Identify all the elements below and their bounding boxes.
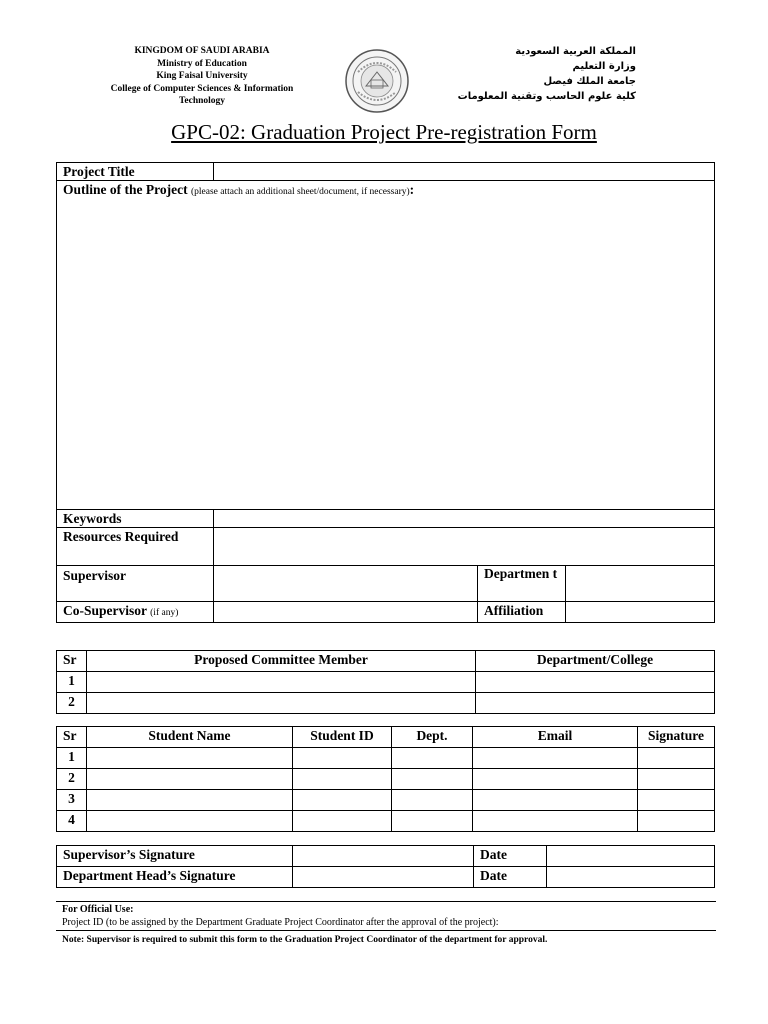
- supervisor-field[interactable]: [214, 566, 478, 602]
- student-dept-field[interactable]: [392, 748, 473, 769]
- cosupervisor-hint: (if any): [150, 608, 179, 618]
- department-label: Departmen t: [478, 566, 566, 602]
- students-header-id: Student ID: [293, 727, 392, 748]
- student-signature-field[interactable]: [638, 790, 715, 811]
- student-name-field[interactable]: [87, 811, 293, 832]
- project-details-table: [56, 162, 715, 623]
- head-signature-field[interactable]: [293, 867, 474, 888]
- header-english: [96, 45, 308, 108]
- student-email-field[interactable]: [473, 748, 638, 769]
- committee-dept-field[interactable]: [476, 672, 715, 693]
- committee-table: [56, 650, 715, 714]
- committee-member-field[interactable]: [87, 672, 476, 693]
- student-signature-field[interactable]: [638, 748, 715, 769]
- resources-label: Resources Required: [57, 528, 214, 566]
- supervisor-label: Supervisor: [57, 566, 214, 602]
- submission-note: Note: Supervisor is required to submit this form to the Graduation Project Coordinator of the department for approval.: [62, 935, 548, 945]
- header-ar-line: المملكة العربية السعودية: [515, 46, 636, 57]
- student-signature-field[interactable]: [638, 769, 715, 790]
- form-title: GPC-02: Graduation Project Pre-registration Form: [171, 120, 597, 144]
- official-use-section: [56, 901, 716, 931]
- committee-header-sr: Sr: [57, 651, 87, 672]
- student-dept-field[interactable]: [392, 811, 473, 832]
- header-arabic: [406, 44, 636, 104]
- header-en-line: Technology: [178, 96, 226, 106]
- committee-dept-field[interactable]: [476, 693, 715, 714]
- student-id-field[interactable]: [293, 748, 392, 769]
- student-signature-field[interactable]: [638, 811, 715, 832]
- cosupervisor-cell: [57, 602, 214, 623]
- student-name-field[interactable]: [87, 769, 293, 790]
- header-ar-line: جامعة الملك فيصل: [543, 76, 636, 87]
- table-row: [57, 769, 715, 790]
- students-header-dept: Dept.: [392, 727, 473, 748]
- outline-colon: :: [409, 182, 415, 197]
- affiliation-field[interactable]: [566, 602, 715, 623]
- outline-hint: (please attach an additional sheet/document, if necessary): [190, 187, 410, 197]
- student-name-field[interactable]: [87, 748, 293, 769]
- department-field[interactable]: [566, 566, 715, 602]
- students-header-sr: Sr: [57, 727, 87, 748]
- student-id-field[interactable]: [293, 790, 392, 811]
- student-email-field[interactable]: [473, 811, 638, 832]
- supervisor-date-field[interactable]: [547, 846, 715, 867]
- committee-header-dept: Department/College: [476, 651, 715, 672]
- project-outline-field[interactable]: [57, 181, 715, 510]
- table-row: [57, 672, 715, 693]
- keywords-label: Keywords: [57, 510, 214, 528]
- university-seal-icon: [344, 48, 410, 114]
- row-number: 3: [57, 790, 87, 811]
- supervisor-signature-field[interactable]: [293, 846, 474, 867]
- cosupervisor-label: Co-Supervisor: [63, 603, 147, 618]
- header-ar-line: كلية علوم الحاسب وتقنية المعلومات: [457, 91, 636, 102]
- outline-label: Outline of the Project: [63, 182, 188, 197]
- table-row: [57, 811, 715, 832]
- header-ar-line: وزارة التعليم: [572, 61, 636, 72]
- students-header-signature: Signature: [638, 727, 715, 748]
- project-title-field[interactable]: [214, 163, 715, 181]
- committee-header-member: Proposed Committee Member: [87, 651, 476, 672]
- students-header-name: Student Name: [87, 727, 293, 748]
- header-en-line: Ministry of Education: [157, 58, 247, 69]
- date-label: Date: [474, 867, 547, 888]
- student-name-field[interactable]: [87, 790, 293, 811]
- committee-member-field[interactable]: [87, 693, 476, 714]
- head-date-field[interactable]: [547, 867, 715, 888]
- project-title-label: Project Title: [57, 163, 214, 181]
- header-en-line: King Faisal University: [156, 71, 248, 81]
- student-id-field[interactable]: [293, 811, 392, 832]
- student-dept-field[interactable]: [392, 769, 473, 790]
- table-row: [57, 748, 715, 769]
- student-id-field[interactable]: [293, 769, 392, 790]
- row-number: 4: [57, 811, 87, 832]
- row-number: 1: [57, 748, 87, 769]
- student-email-field[interactable]: [473, 769, 638, 790]
- date-label: Date: [474, 846, 547, 867]
- row-number: 2: [57, 693, 87, 714]
- table-row: [57, 693, 715, 714]
- header-en-line: KINGDOM OF SAUDI ARABIA: [134, 46, 270, 56]
- student-dept-field[interactable]: [392, 790, 473, 811]
- header-en-line: College of Computer Sciences & Information: [110, 83, 294, 94]
- official-use-heading: For Official Use:: [62, 904, 134, 915]
- project-id-line: Project ID (to be assigned by the Department Graduate Project Coordinator after the approval of the project):: [62, 916, 499, 928]
- affiliation-label: Affiliation: [478, 602, 566, 623]
- students-table: [56, 726, 715, 832]
- students-header-email: Email: [473, 727, 638, 748]
- row-number: 2: [57, 769, 87, 790]
- table-row: [57, 790, 715, 811]
- student-email-field[interactable]: [473, 790, 638, 811]
- resources-field[interactable]: [214, 528, 715, 566]
- keywords-field[interactable]: [214, 510, 715, 528]
- signatures-table: [56, 845, 715, 888]
- head-signature-label: Department Head’s Signature: [57, 867, 293, 888]
- row-number: 1: [57, 672, 87, 693]
- cosupervisor-field[interactable]: [214, 602, 478, 623]
- supervisor-signature-label: Supervisor’s Signature: [57, 846, 293, 867]
